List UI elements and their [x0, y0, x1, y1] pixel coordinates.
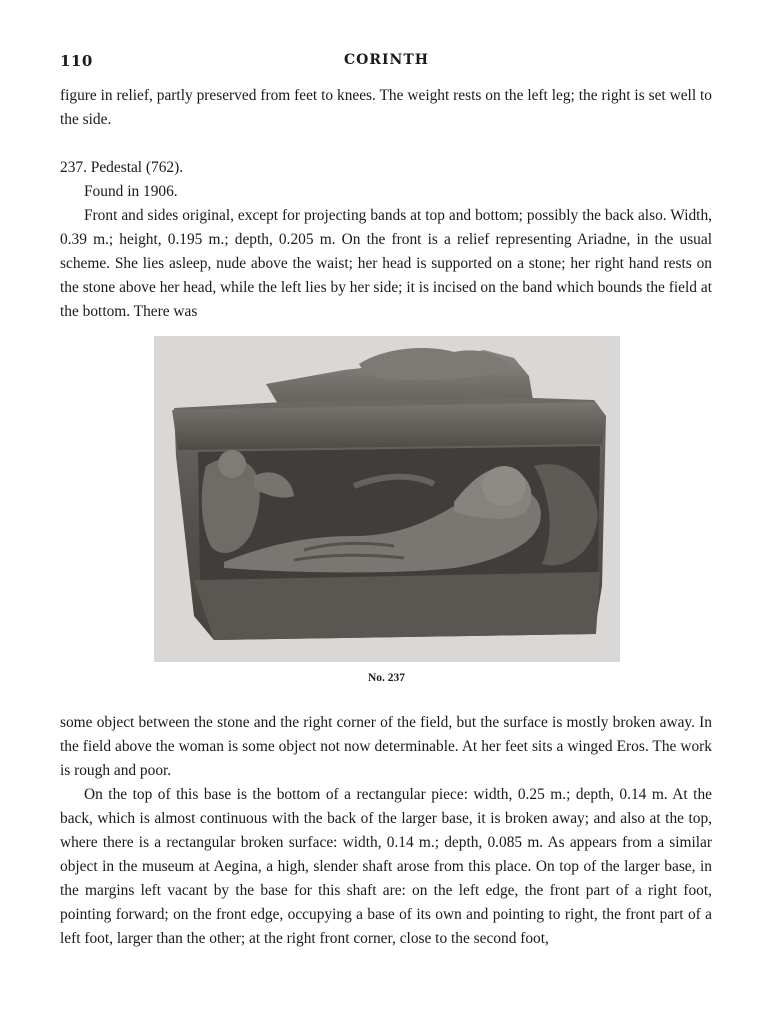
- top-of-base-paragraph: On the top of this base is the bottom of a rectangular piece: width, 0.25 m.; depth, 0.14 m. At the back, which is almost continuous with the back of the larger base, it is broken away; and also at the top, where there is a rectangular broken surface: width, 0.14 m.; depth, 0.085 m. As appears from a similar object in the museum at Aegina, a high, slender shaft arose from this place. On top of the larger base, in the margins left vacant by the base for this shaft are: on the left edge, the front part of a right foot, pointing forward; on the front edge, occupying a base of its own and pointing to right, the front part of a left foot, larger than the other; at the right front corner, close to the second foot,: [60, 786, 712, 947]
- bottom-text-block: [60, 711, 712, 951]
- top-text-block: [60, 84, 712, 324]
- continuation-paragraph: some object between the stone and the right corner of the field, but the surface is mostly broken away. In the field above the woman is some object not now determinable. At her feet sits a winged Eros. The work is rough and poor.: [60, 714, 712, 779]
- pedestal-relief-image: [154, 336, 620, 662]
- description-paragraph: Front and sides original, except for projecting bands at top and bottom; possibly the back also. Width, 0.39 m.; height, 0.195 m.; depth, 0.205 m. On the front is a relief representing Ariadne, in the usual scheme. She lies asleep, nude above the waist; her head is supported on a stone; her right hand rests on the stone above her head, while the left lies by her side; it is incised on the band which bounds the field at the bottom. There was: [60, 207, 712, 320]
- figure-caption: No. 237: [367, 672, 406, 684]
- found-line: Found in 1906.: [84, 183, 178, 200]
- continuation-paragraph: figure in relief, partly preserved from feet to knees. The weight rests on the left leg; the right is set well to the side.: [60, 87, 712, 128]
- relief-photograph: [154, 336, 620, 662]
- page-number: 110: [60, 52, 93, 70]
- entry-heading: 237. Pedestal (762).: [60, 159, 184, 176]
- running-head: CORINTH: [344, 52, 429, 68]
